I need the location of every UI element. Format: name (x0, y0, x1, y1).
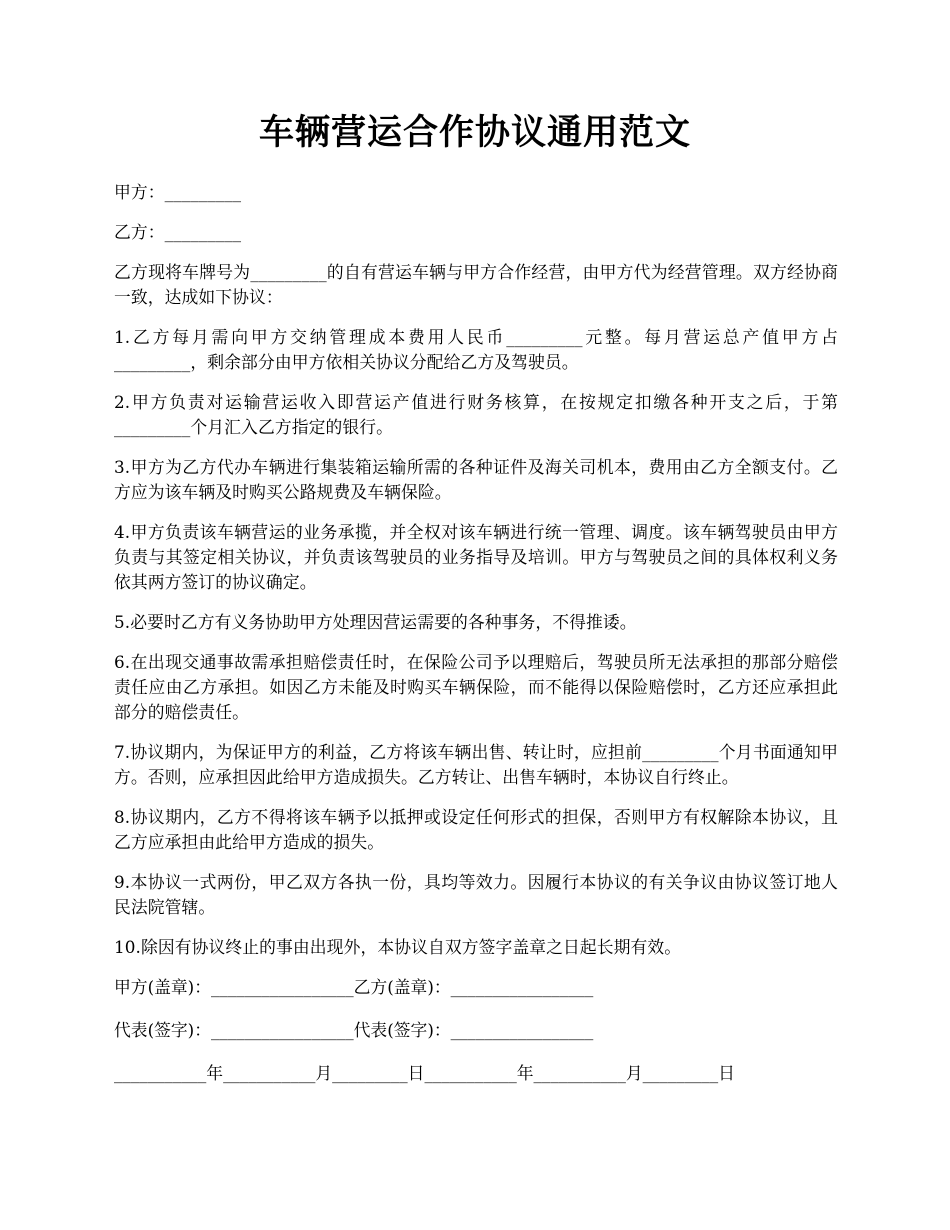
date-line: ___________年___________月_________日___________年___________月_________日 (114, 1063, 735, 1083)
clause-9: 9.本协议一式两份，甲乙双方各执一份，具均等效力。因履行本协议的有关争议由协议签订地人民法院管辖。 (114, 872, 838, 917)
clause-7: 7.协议期内，为保证甲方的利益，乙方将该车辆出售、转让时，应担前_________个月书面通知甲方。否则，应承担因此给甲方造成损失。乙方转让、出售车辆时，本协议自行终止。 (114, 742, 838, 787)
party-a-line: 甲方：_________ (114, 182, 242, 202)
document-title: 车辆营运合作协议通用范文 (258, 112, 691, 153)
party-b-line: 乙方：_________ (114, 222, 242, 242)
clause-6: 6.在出现交通事故需承担赔偿责任时，在保险公司予以理赔后，驾驶员所无法承担的那部分赔偿责任应由乙方承担。如因乙方未能及时购买车辆保险，而不能得以保险赔偿时，乙方还应承担此部分的赔偿责任。 (114, 652, 838, 722)
clause-1: 1.乙方每月需向甲方交纳管理成本费用人民币_________元整。每月营运总产值甲方占_________，剩余部分由甲方依相关协议分配给乙方及驾驶员。 (114, 327, 838, 372)
preamble: 乙方现将车牌号为_________的自有营运车辆与甲方合作经营，由甲方代为经营管理。双方经协商一致，达成如下协议： (114, 262, 838, 307)
clause-8: 8.协议期内，乙方不得将该车辆予以抵押或设定任何形式的担保，否则甲方有权解除本协议，且乙方应承担由此给甲方造成的损失。 (114, 807, 838, 852)
document-body (114, 180, 838, 1104)
clause-4: 4.甲方负责该车辆营运的业务承揽，并全权对该车辆进行统一管理、调度。该车辆驾驶员由甲方负责与其签定相关协议，并负责该驾驶员的业务指导及培训。甲方与驾驶员之间的具体权利义务依其两方签订的协议确定。 (114, 522, 838, 592)
seal-line: 甲方(盖章)：_________________乙方(盖章)：_________________ (114, 977, 594, 997)
clause-10: 10.除因有协议终止的事由出现外，本协议自双方签字盖章之日起长期有效。 (114, 937, 682, 957)
clause-5: 5.必要时乙方有义务协助甲方处理因营运需要的各种事务，不得推诿。 (114, 612, 637, 632)
clause-3: 3.甲方为乙方代办车辆进行集装箱运输所需的各种证件及海关司机本，费用由乙方全额支付。乙方应为该车辆及时购买公路规费及车辆保险。 (114, 457, 838, 502)
clause-2: 2.甲方负责对运输营运收入即营运产值进行财务核算，在按规定扣缴各种开支之后，于第_________个月汇入乙方指定的银行。 (114, 392, 838, 437)
representative-line: 代表(签字)：_________________代表(签字)：_________________ (114, 1020, 594, 1040)
